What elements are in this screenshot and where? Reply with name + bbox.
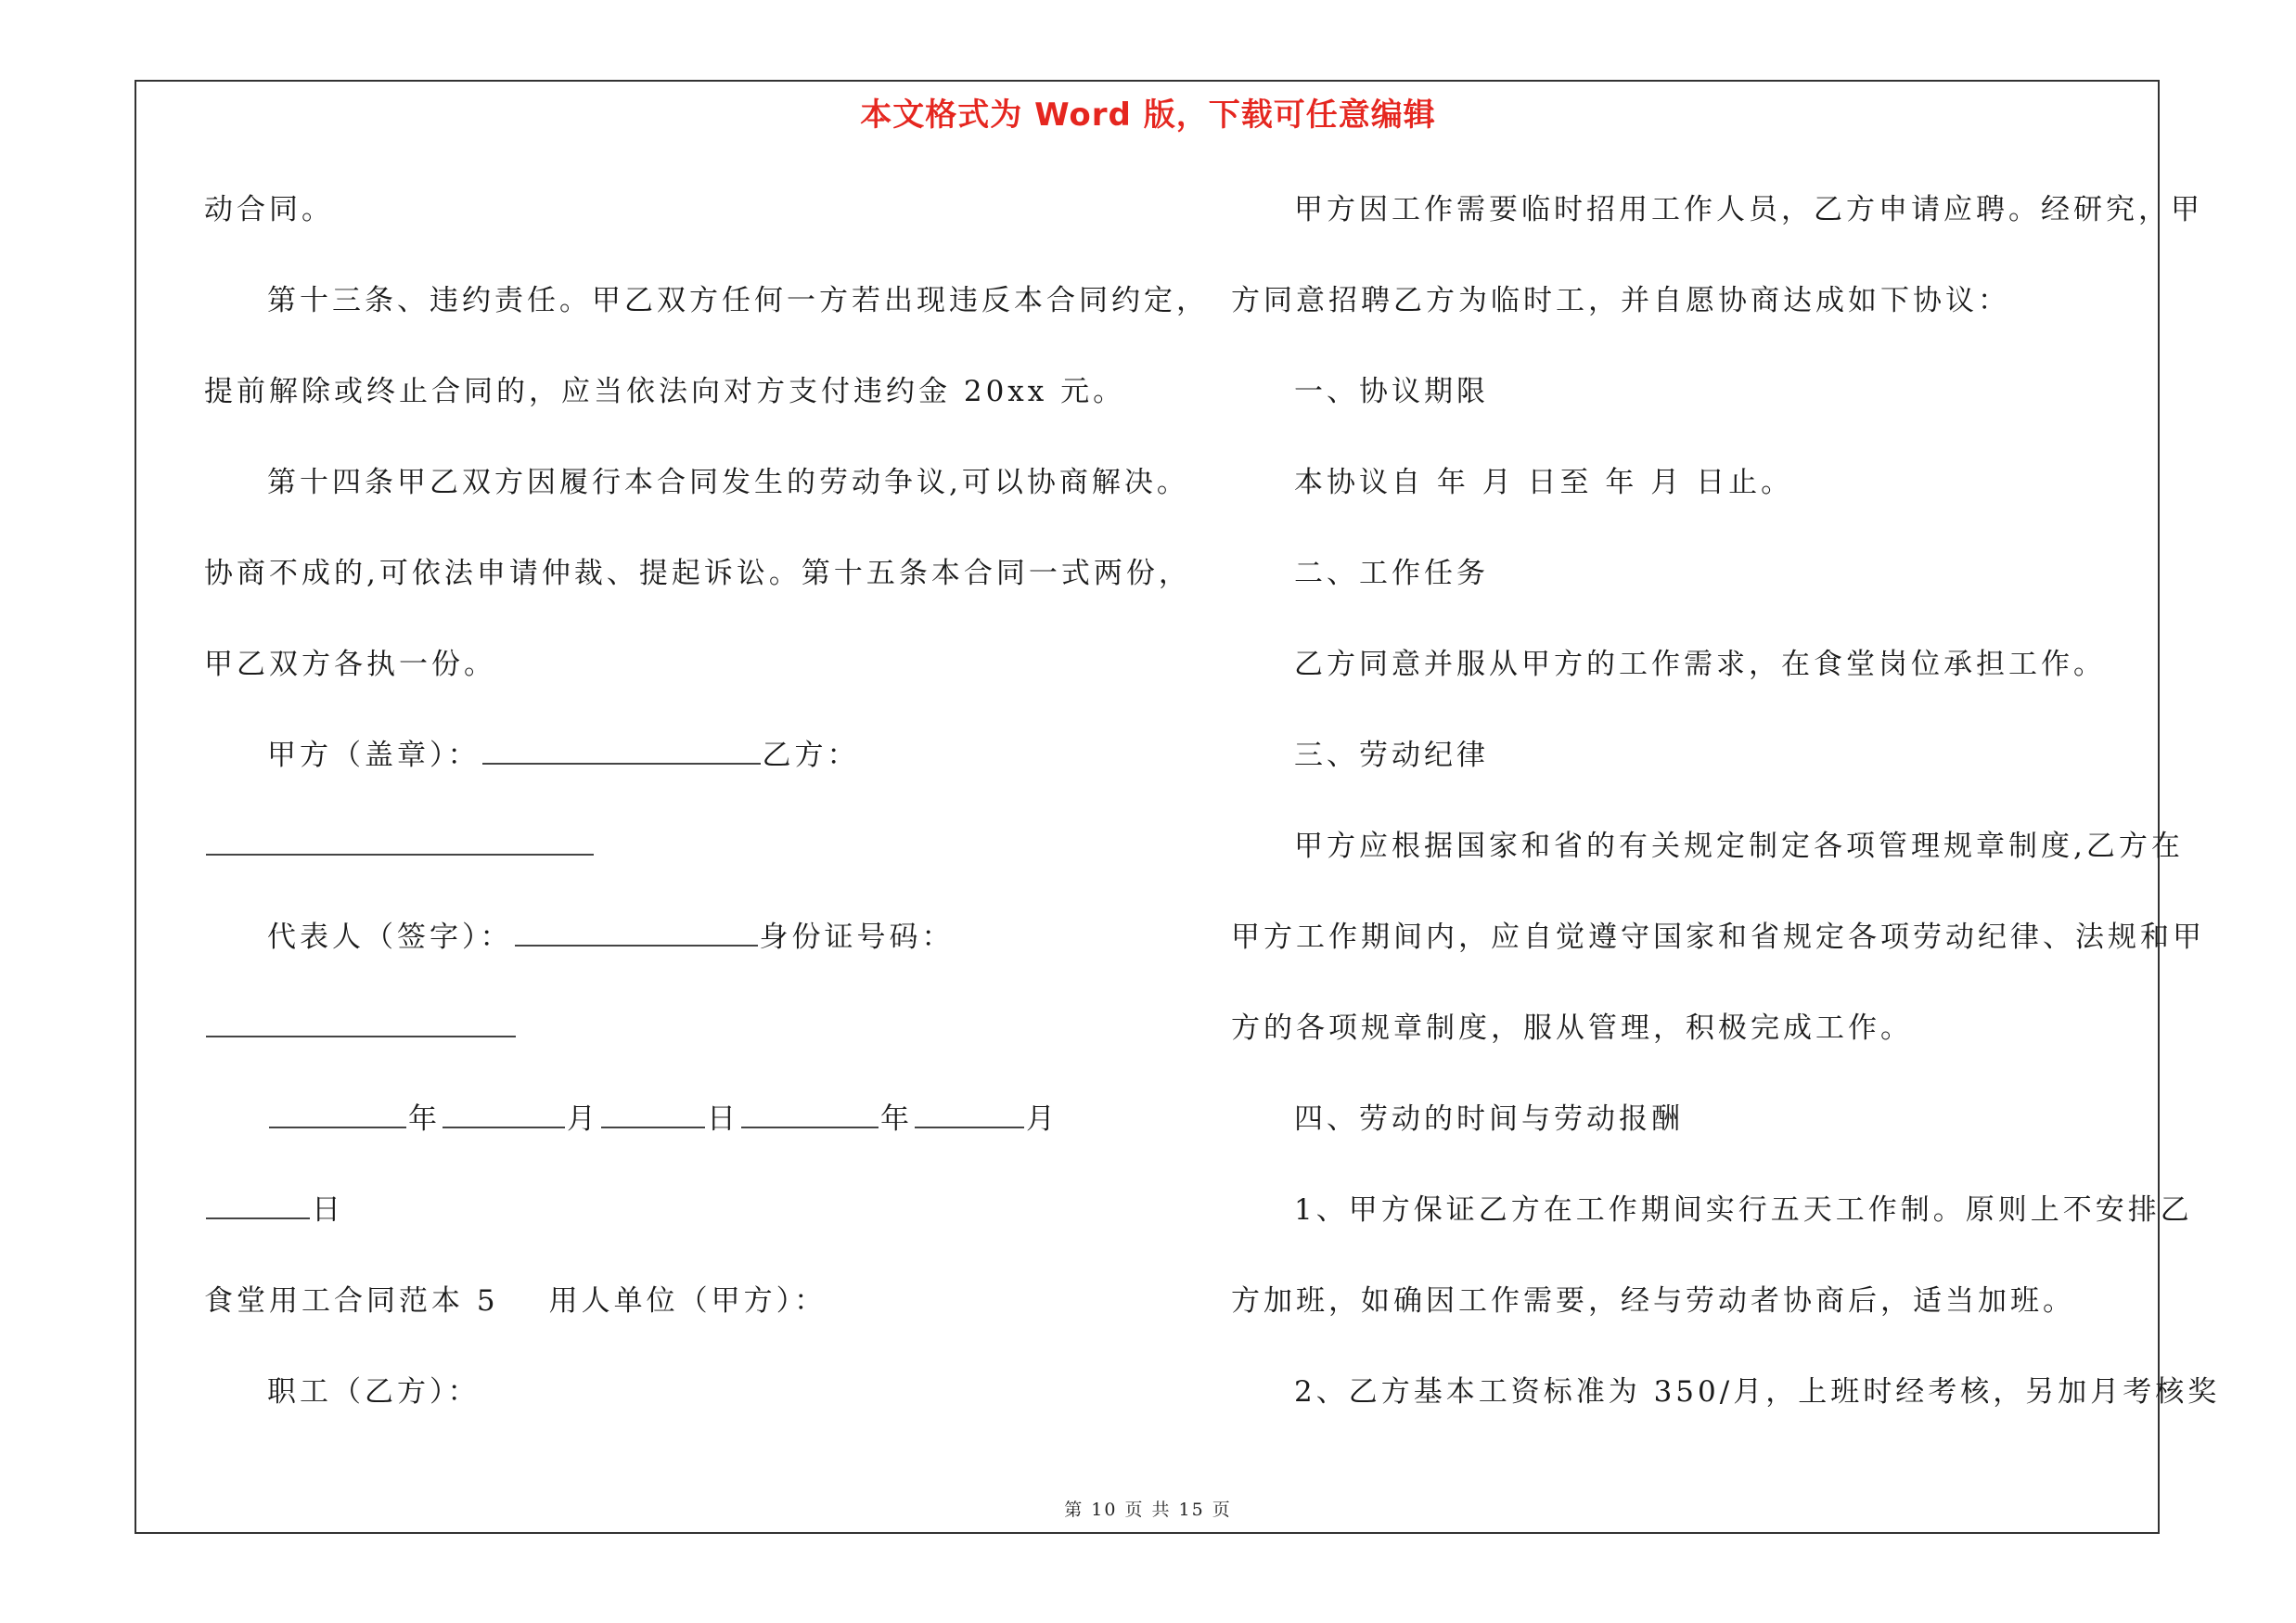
day-blank[interactable] <box>601 1102 705 1128</box>
page-number: 第 10 页 共 15 页 <box>1064 1500 1232 1520</box>
section-heading: 二、工作任务 <box>1294 557 1489 590</box>
text-line: 甲方因工作需要临时招用工作人员，乙方申请应聘。经研究，甲 <box>1294 193 2203 226</box>
text-line: 方的各项规章制度，服从管理，积极完成工作。 <box>1231 1011 1913 1045</box>
signature-line <box>204 1010 518 1047</box>
text-line: 乙方同意并服从甲方的工作需求，在食堂岗位承担工作。 <box>1294 648 2106 681</box>
day-label: 日 <box>707 1102 739 1136</box>
contract-title-line <box>204 1282 827 1320</box>
month-blank[interactable] <box>915 1102 1024 1128</box>
id-number-label: 身份证号码： <box>759 921 955 954</box>
text-line: 第十四条甲乙双方因履行本合同发生的劳动争议,可以协商解决。 <box>267 466 1189 499</box>
employer-label: 用人单位（甲方）： <box>548 1284 827 1318</box>
day-blank[interactable] <box>206 1193 310 1219</box>
text-line: 甲方应根据国家和省的有关规定制定各项管理规章制度,乙方在 <box>1294 830 2184 863</box>
id-number-blank[interactable] <box>206 1011 516 1037</box>
party-b-label: 乙方： <box>762 739 860 772</box>
signature-line <box>204 828 596 865</box>
text-line: 1、甲方保证乙方在工作期间实行五天工作制。原则上不安排乙 <box>1294 1193 2193 1227</box>
section-heading: 四、劳动的时间与劳动报酬 <box>1294 1102 1684 1136</box>
party-b-blank[interactable] <box>206 830 594 856</box>
representative-line <box>267 919 955 956</box>
month-label: 月 <box>1026 1102 1058 1136</box>
year-blank[interactable] <box>269 1102 406 1128</box>
month-blank[interactable] <box>443 1102 565 1128</box>
section-heading: 三、劳动纪律 <box>1294 739 1489 772</box>
text-line: 2、乙方基本工资标准为 350/月，上班时经考核，另加月考核奖 <box>1294 1375 2221 1409</box>
year-label: 年 <box>880 1102 913 1136</box>
text-line: 方同意招聘乙方为临时工，并自愿协商达成如下协议： <box>1231 284 2010 317</box>
party-a-seal-line <box>267 737 860 774</box>
section-heading: 一、协议期限 <box>1294 375 1489 408</box>
month-label: 月 <box>567 1102 599 1136</box>
text-line: 方加班，如确因工作需要，经与劳动者协商后，适当加班。 <box>1231 1284 2075 1318</box>
word-banner: 本文格式为 Word 版，下载可任意编辑 <box>860 97 1436 134</box>
text-line: 动合同。 <box>204 193 334 226</box>
text-line: 本协议自 年 月 日至 年 月 日止。 <box>1294 466 1794 499</box>
year-label: 年 <box>408 1102 441 1136</box>
text-line: 第十三条、违约责任。甲乙双方任何一方若出现违反本合同约定， <box>267 284 1209 317</box>
text-line: 甲乙双方各执一份。 <box>204 648 496 681</box>
day-label: 日 <box>312 1193 344 1227</box>
text-line: 甲方工作期间内，应自觉遵守国家和省规定各项劳动纪律、法规和甲 <box>1231 921 2205 954</box>
representative-label: 代表人（签字）： <box>267 921 513 954</box>
representative-blank[interactable] <box>515 921 758 947</box>
party-a-seal-blank[interactable] <box>482 739 761 765</box>
employee-label: 职工（乙方）： <box>267 1375 481 1409</box>
date-line <box>204 1191 344 1229</box>
party-a-seal-label: 甲方（盖章）： <box>267 739 481 772</box>
date-line <box>267 1101 1058 1138</box>
text-line: 提前解除或终止合同的，应当依法向对方支付违约金 20xx 元。 <box>204 375 1126 408</box>
year-blank[interactable] <box>741 1102 879 1128</box>
text-line: 协商不成的,可依法申请仲裁、提起诉讼。第十五条本合同一式两份， <box>204 557 1191 590</box>
contract-title: 食堂用工合同范本 5 <box>204 1284 499 1318</box>
